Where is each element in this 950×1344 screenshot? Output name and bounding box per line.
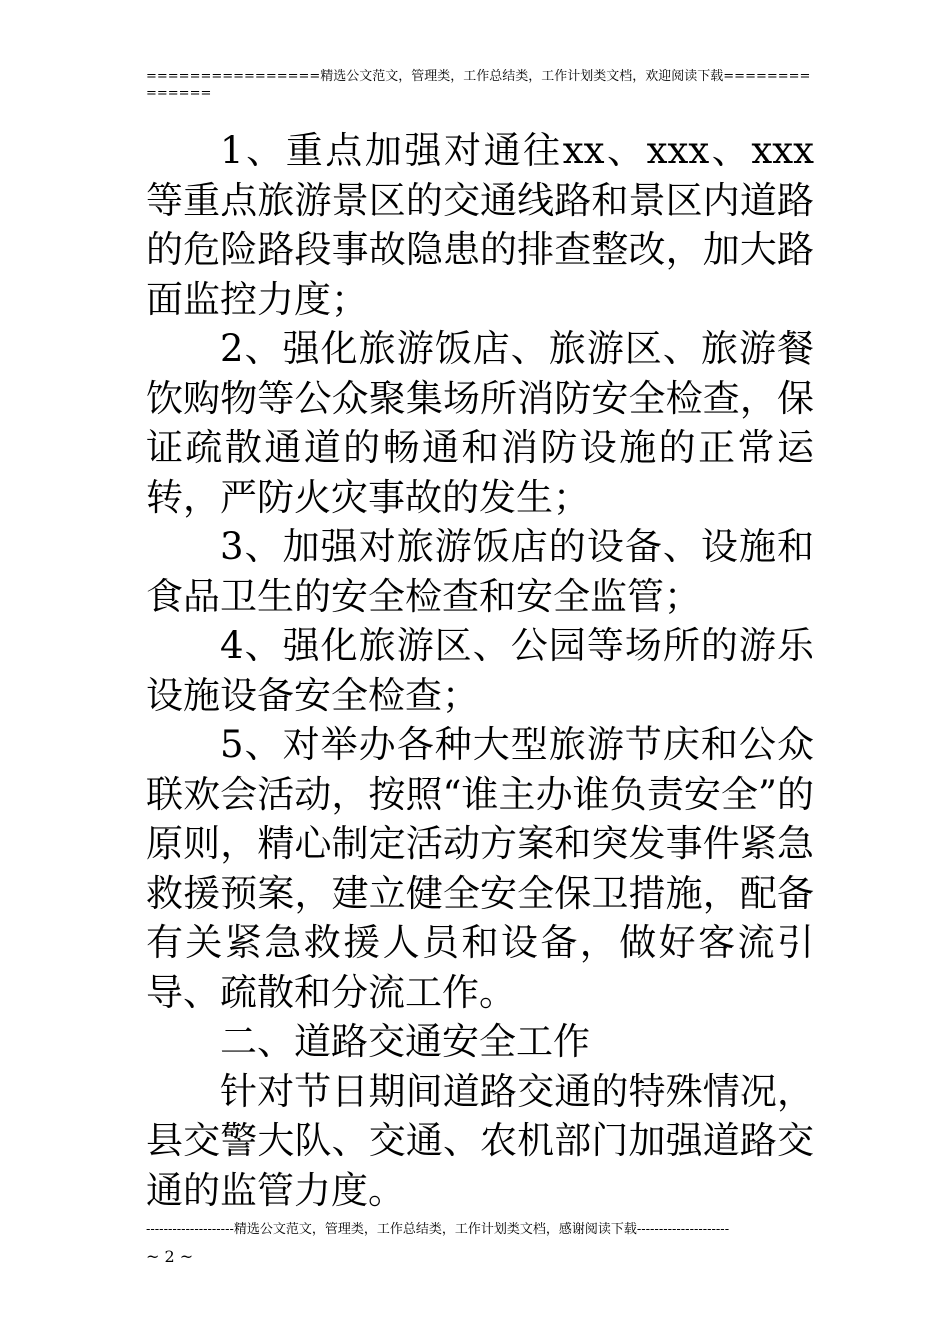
paragraph-traffic: 针对节日期间道路交通的特殊情况，县交警大队、交通、农机部门加强道路交通的监管力度。 [146, 1069, 814, 1212]
page-footer: --------------------精选公文范文，管理类，工作总结类，工作计划类文档，感谢阅读下载--------------------- [146, 1222, 730, 1237]
page-number: ~ 2 ~ [146, 1247, 194, 1266]
paragraph-item-5: 5、对举办各种大型旅游节庆和公众联欢会活动，按照“谁主办谁负责安全”的原则，精心制定活动方案和突发事件紧急救援预案，建立健全安全保卫措施，配备有关紧急救援人员和设备，做好客流引导、疏散和分流工作。 [146, 723, 814, 1014]
paragraph-item-3: 3、加强对旅游饭店的设备、设施和食品卫生的安全检查和安全监管； [146, 525, 814, 618]
paragraph-item-2: 2、强化旅游饭店、旅游区、旅游餐饮购物等公众聚集场所消防安全检查，保证疏散通道的畅通和消防设施的正常运转，严防火灾事故的发生； [146, 327, 814, 519]
section-heading: 二、道路交通安全工作 [220, 1020, 590, 1063]
document-body [146, 126, 814, 1215]
paragraph-item-4: 4、强化旅游区、公园等场所的游乐设施设备安全检查； [146, 624, 814, 717]
page-header: ================精选公文范文，管理类，工作总结类，工作计划类文档，欢迎阅读下载============== [146, 69, 811, 101]
paragraph-item-1: 1、重点加强对通往xx、xxx、xxx等重点旅游景区的交通线路和景区内道路的危险路段事故隐患的排查整改，加大路面监控力度； [146, 129, 814, 321]
